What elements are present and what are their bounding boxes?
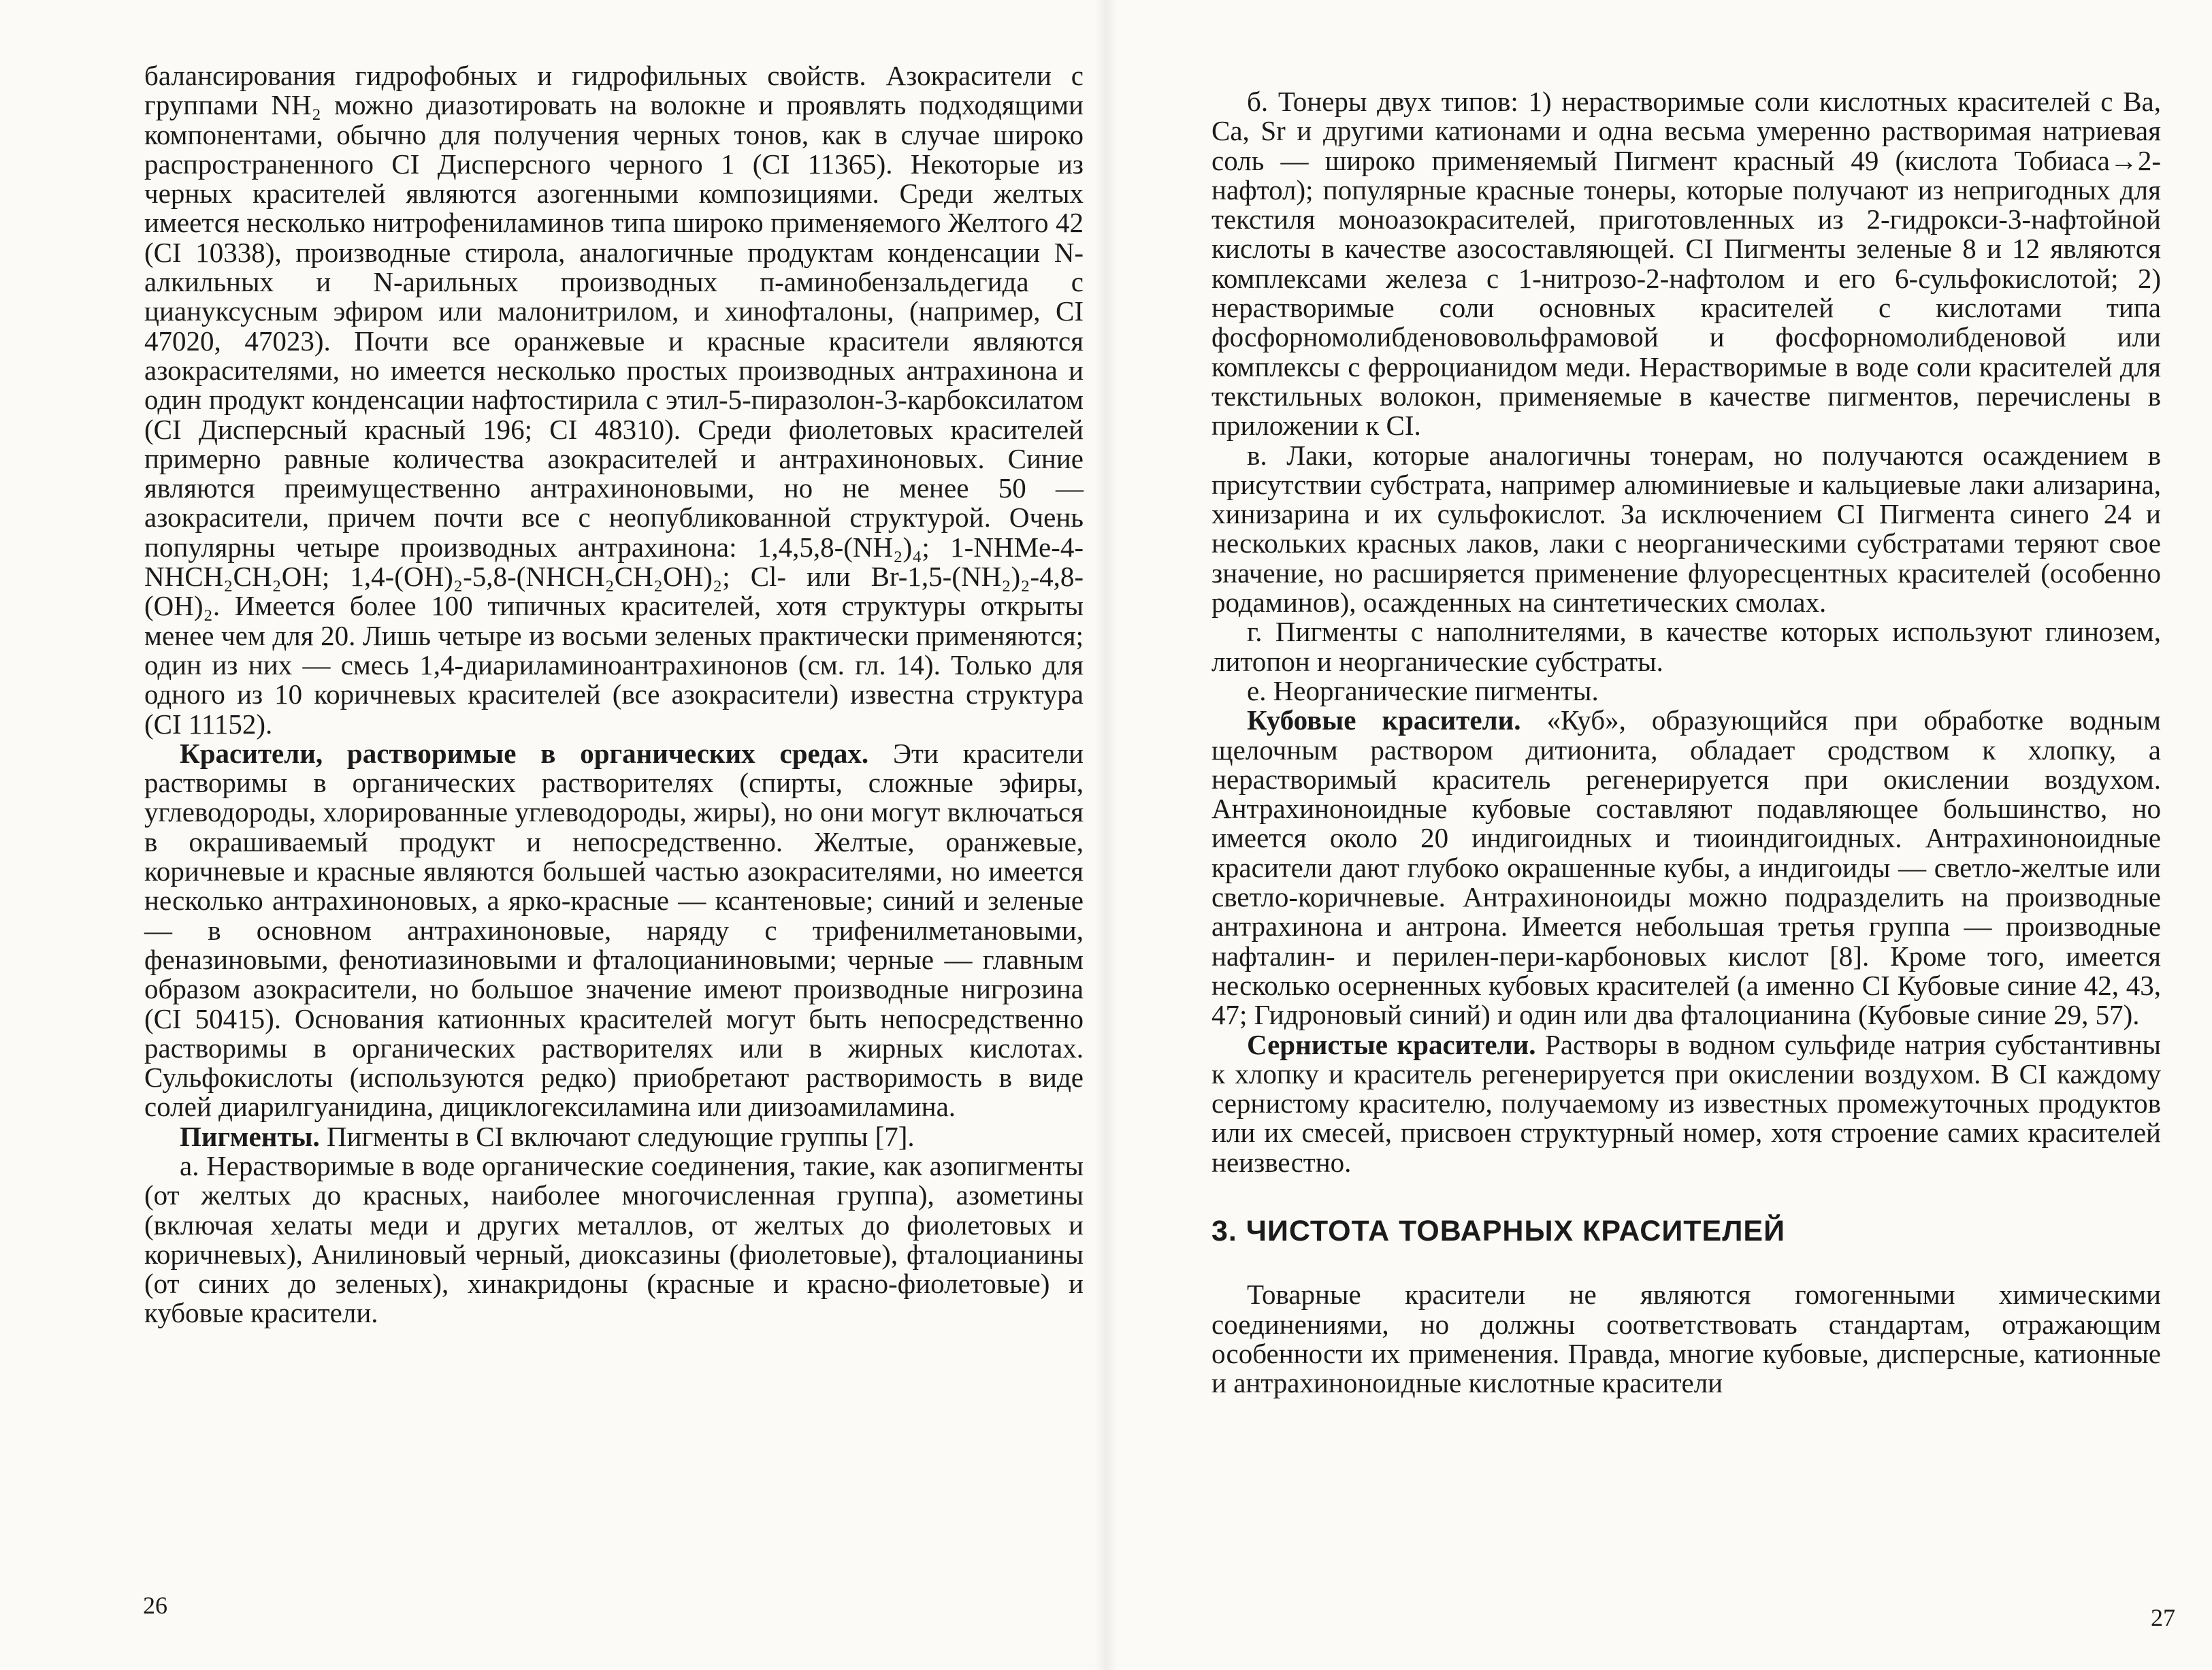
paragraph-lead: Красители, растворимые в органических средах. [180,737,869,769]
paragraph-text: Эти красители растворимы в органических растворителях (спирты, сложные эфиры, углеводороды, хлорированные углеводороды, жиры), но они могут включаться в окрашиваемый продукт и непосредственно. Желтые, оранжевые, коричневые и красные являются большей частью азокрасителями, но имеется несколько антрахиноновых, а ярко-красные — ксантеновые; синий и зеленые — в основном антрахиноновые, наряду с трифенилметановыми, феназиновыми, фенотиазиновыми и фталоцианиновыми; черные — главным образом азокрасители, но большое значение имеют производные нигрозина (CI 50415). Основания катионных красителей могут быть непосредственно растворимы в органических растворителях или в жирных кислотах. Сульфокислоты (используются редко) приобретают растворимость в виде солей диарилгуанидина, дициклогексиламина или диизоамиламина. [144,737,1084,1123]
paragraph-text: Растворы в водном сульфиде натрия субстантивны к хлопку и краситель регенерируется при окислении воздухом. В CI каждому сернистому красителю, получаемому из известных промежуточных продуктов или их смесей, присвоен структурный номер, хотя строение самих красителей неизвестно. [1211,1028,2161,1178]
paragraph [1211,706,2161,1030]
paragraph [1211,441,2161,618]
paragraph [1211,617,2161,676]
paragraph-text: е. Неорганические пигменты. [1247,674,1599,706]
paragraph-lead: Пигменты. [180,1120,320,1152]
paragraph-text: а. Нерастворимые в воде органические соединения, такие, как азопигменты (от желтых до красных, наиболее многочисленная группа), азометины (включая хелаты меди и других металлов, от желтых до фиолетовых и коричневых), Анилиновый черный, диоксазины (фиолетовые), фталоцианины (от синих до зеленых), хинакридоны (красные и красно-фиолетовые) и кубовые красители. [144,1149,1084,1329]
paragraph [1211,676,2161,706]
page-number: 26 [143,1592,167,1619]
paragraph-text: Товарные красители не являются гомогенными химическими соединениями, но должны соответствовать стандартам, отражающим особенности их применения. Правда, многие кубовые, дисперсные, катионные и антрахиноноидные кислотные красители [1211,1279,2161,1399]
paragraph-lead: Кубовые красители. [1247,704,1521,736]
paragraph-text: б. Тонеры двух типов: 1) нерастворимые соли кислотных красителей с Ba, Ca, Sr и другими катионами и одна весьма умеренно растворимая натриевая соль — широко применяемый Пигмент красный 49 (кислота Тобиаса→2-нафтол); популярные красные тонеры, которые получают из непригодных для текстиля моноазокрасителей, приготовленных из 2-гидрокси-3-нафтойной кислоты в качестве азосоставляющей. CI Пигменты зеленые 8 и 12 являются комплексами железа с 1-нитрозо-2-нафтолом и его 6-сульфокислотой; 2) нерастворимые соли основных красителей с кислотами типа фосфорномолибденововольфрамовой и фосфорномолибденовой или комплексы с ферроцианидом меди. Нерастворимые в воде соли красителей для текстильных волокон, применяемые в качестве пигментов, перечислены в приложении к CI. [1211,86,2161,442]
paragraph [144,1122,1084,1151]
paragraph-text: г. Пигменты с наполнителями, в качестве которых используют глинозем, литопон и неорганические субстраты. [1211,616,2161,677]
paragraph [1211,1280,2161,1398]
left-text-column [144,61,1084,1328]
page-number: 27 [2151,1604,2175,1631]
paragraph [1211,1030,2161,1177]
paragraph [144,739,1084,1122]
paragraph-text: «Куб», образующийся при обработке водным щелочным раствором дитионита, обладает сродством к хлопку, а нерастворимый краситель регенерируется при окислении воздухом. Антрахиноноидные кубовые составляют подавляющее большинство, но имеется около 20 индигоидных и тиоиндигоидных. Антрахиноноидные красители дают глубоко окрашенные кубы, а индигоиды — светло-желтые или светло-коричневые. Антрахиноноиды можно подразделить на производные антрахинона и антрона. Имеется небольшая третья группа — производные нафталин- и перилен-пери-карбоновых кислот [8]. Кроме того, имеется несколько осерненных кубовых красителей (а именно CI Кубовые синие 42, 43, 47; Гидроновый синий) и один или два фталоцианина (Кубовые синие 29, 57). [1211,704,2161,1031]
paragraph-text: Пигменты в CI включают следующие группы [7]. [319,1120,915,1152]
paragraph [144,1151,1084,1328]
right-text-column [1211,87,2161,1398]
paragraph [144,61,1084,739]
paragraph-text: балансирования гидрофобных и гидрофильных свойств. Азокрасители с группами NH₂ можно диазотировать на волокне и проявлять подходящими компонентами, обычно для получения черных тонов, как в случае широко распространенного CI Дисперсного черного 1 (CI 11365). Некоторые из черных красителей являются азогенными композициями. Среди желтых имеется несколько нитрофениламинов типа широко применяемого Желтого 42 (CI 10338), производные стирола, аналогичные продуктам конденсации N-алкильных и N-арильных производных п-аминобензальдегида с циануксусным эфиром или малонитрилом, и хинофталоны, (например, CI 47020, 47023). Почти все оранжевые и красные красители являются азокрасителями, но имеется несколько простых производных антрахинона и один продукт конденсации нафтостирила с этил-5-пиразолон-3-карбоксилатом (CI Дисперсный красный 196; CI 48310). Среди фиолетовых красителей примерно равные количества азокрасителей и антрахиноновых. Синие являются преимущественно антрахиноновыми, но не менее 50 — азокрасители, причем почти все с неопубликованной структурой. Очень популярны четыре производных антрахинона: 1,4,5,8-(NH₂)₄; 1-NHMe-4-NHCH₂CH₂OH; 1,4-(OH)₂-5,8-(NHCH₂CH₂OH)₂; Cl- или Br-1,5-(NH₂)₂-4,8-(OH)₂. Имеется более 100 типичных красителей, хотя структуры открыты менее чем для 20. Лишь четыре из восьми зеленых практически применяются; один из них — смесь 1,4-диариламиноантрахинонов (см. гл. 14). Только для одного из 10 коричневых красителей (все азокрасители) известна структура (CI 11152). [144,60,1084,740]
paragraph-text: в. Лаки, которые аналогичны тонерам, но получаются осаждением в присутствии субстрата, например алюминиевые и кальциевые лаки ализарина, хинизарина и их сульфокислот. За исключением CI Пигмента синего 24 и нескольких красных лаков, лаки с неорганическими субстратами теряют свое значение, но расширяется применение флуоресцентных красителей (особенно родаминов), осажденных на синтетических смолах. [1211,439,2161,619]
paragraph [1211,87,2161,441]
section-heading: 3. ЧИСТОТА ТОВАРНЫХ КРАСИТЕЛЕЙ [1211,1214,1785,1247]
paragraph-lead: Сернистые красители. [1247,1028,1536,1060]
right-page [1106,0,2212,1670]
